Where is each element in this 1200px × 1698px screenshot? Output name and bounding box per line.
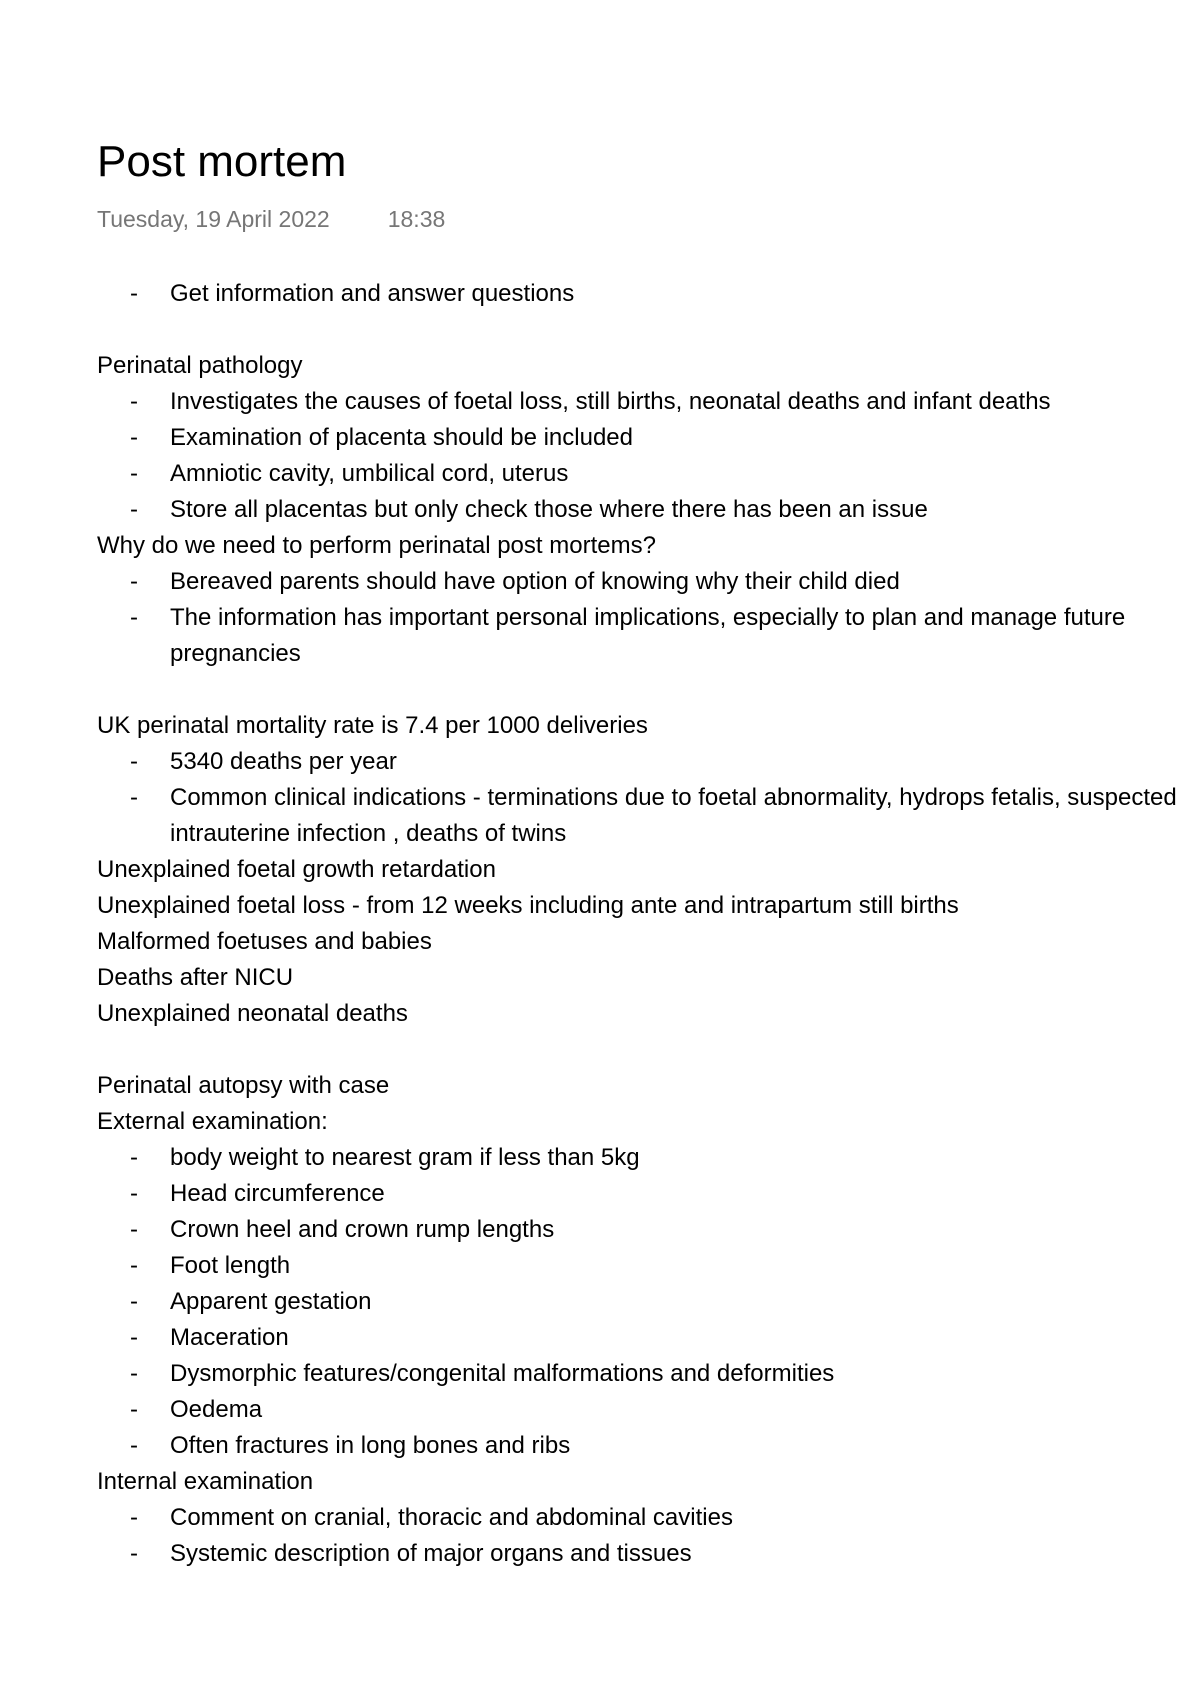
bullet-text: Oedema [170, 1396, 263, 1423]
text-line: Unexplained neonatal deaths [97, 1000, 408, 1027]
bullet-text: Amniotic cavity, umbilical cord, uterus [170, 460, 569, 487]
bullet-text: Comment on cranial, thoracic and abdominal cavities [170, 1504, 733, 1531]
note-timestamp [97, 204, 445, 234]
bullet-item [97, 564, 1187, 600]
text-line: Perinatal autopsy with case [97, 1072, 390, 1099]
bullet-text: Crown heel and crown rump lengths [170, 1216, 555, 1243]
bullet-text: Bereaved parents should have option of knowing why their child died [170, 568, 900, 595]
bullet-item [97, 1536, 1187, 1572]
bullet-text: The information has important personal implications, especially to plan and manage future pregnancies [170, 604, 1126, 667]
bullet-dash: - [130, 424, 138, 451]
bullet-item [97, 600, 1187, 672]
bullet-dash: - [130, 1396, 138, 1423]
bullet-dash: - [130, 1216, 138, 1243]
text-line: Perinatal pathology [97, 352, 303, 379]
bullet-item [97, 492, 1187, 528]
text-line: Internal examination [97, 1468, 314, 1495]
bullet-text: Apparent gestation [170, 1288, 372, 1315]
bullet-dash: - [130, 1288, 138, 1315]
bullet-dash: - [130, 1504, 138, 1531]
bullet-text: Get information and answer questions [170, 280, 575, 307]
bullet-dash: - [130, 496, 138, 523]
bullet-text: Often fractures in long bones and ribs [170, 1432, 571, 1459]
text-line: Malformed foetuses and babies [97, 928, 432, 955]
bullet-text: Head circumference [170, 1180, 385, 1207]
note-time: 18:38 [387, 206, 446, 232]
bullet-item [97, 1212, 1187, 1248]
note-body [97, 276, 1187, 1572]
bullet-dash: - [130, 1360, 138, 1387]
bullet-item [97, 1248, 1187, 1284]
bullet-text: Investigates the causes of foetal loss, still births, neonatal deaths and infant deaths [170, 388, 1051, 415]
bullet-dash: - [130, 1252, 138, 1279]
bullet-dash: - [130, 460, 138, 487]
bullet-item [97, 1320, 1187, 1356]
text-line: Deaths after NICU [97, 964, 294, 991]
bullet-dash: - [130, 748, 138, 775]
text-line: Why do we need to perform perinatal post mortems? [97, 532, 656, 559]
bullet-item [97, 420, 1187, 456]
bullet-dash: - [130, 604, 138, 631]
bullet-dash: - [130, 280, 138, 307]
bullet-item [97, 384, 1187, 420]
bullet-dash: - [130, 784, 138, 811]
bullet-item [97, 456, 1187, 492]
blank-line [97, 672, 1187, 708]
bullet-dash: - [130, 1432, 138, 1459]
bullet-text: Examination of placenta should be included [170, 424, 633, 451]
bullet-item [97, 1176, 1187, 1212]
bullet-text: Store all placentas but only check those where there has been an issue [170, 496, 928, 523]
text-line: External examination: [97, 1108, 328, 1135]
page-title: Post mortem [97, 137, 347, 186]
bullet-dash: - [130, 568, 138, 595]
bullet-text: Systemic description of major organs and tissues [170, 1540, 692, 1567]
bullet-item [97, 1392, 1187, 1428]
bullet-item [97, 1428, 1187, 1464]
bullet-text: Foot length [170, 1252, 291, 1279]
bullet-item [97, 1356, 1187, 1392]
text-line: Unexplained foetal loss - from 12 weeks including ante and intrapartum still births [97, 892, 959, 919]
bullet-item [97, 1140, 1187, 1176]
bullet-item [97, 1284, 1187, 1320]
bullet-text: Common clinical indications - terminations due to foetal abnormality, hydrops fetalis, suspected intrauterine infection , deaths of twins [170, 784, 1177, 847]
bullet-dash: - [130, 1324, 138, 1351]
bullet-item [97, 744, 1187, 780]
bullet-text: 5340 deaths per year [170, 748, 397, 775]
bullet-text: body weight to nearest gram if less than 5kg [170, 1144, 640, 1171]
bullet-item [97, 276, 1187, 312]
blank-line [97, 1032, 1187, 1068]
bullet-item [97, 780, 1187, 852]
bullet-text: Dysmorphic features/congenital malformations and deformities [170, 1360, 835, 1387]
bullet-text: Maceration [170, 1324, 289, 1351]
bullet-dash: - [130, 388, 138, 415]
blank-line [97, 312, 1187, 348]
bullet-dash: - [130, 1144, 138, 1171]
text-line: Unexplained foetal growth retardation [97, 856, 496, 883]
text-line: UK perinatal mortality rate is 7.4 per 1000 deliveries [97, 712, 648, 739]
bullet-item [97, 1500, 1187, 1536]
bullet-dash: - [130, 1540, 138, 1567]
note-date: Tuesday, 19 April 2022 [97, 206, 330, 232]
bullet-dash: - [130, 1180, 138, 1207]
